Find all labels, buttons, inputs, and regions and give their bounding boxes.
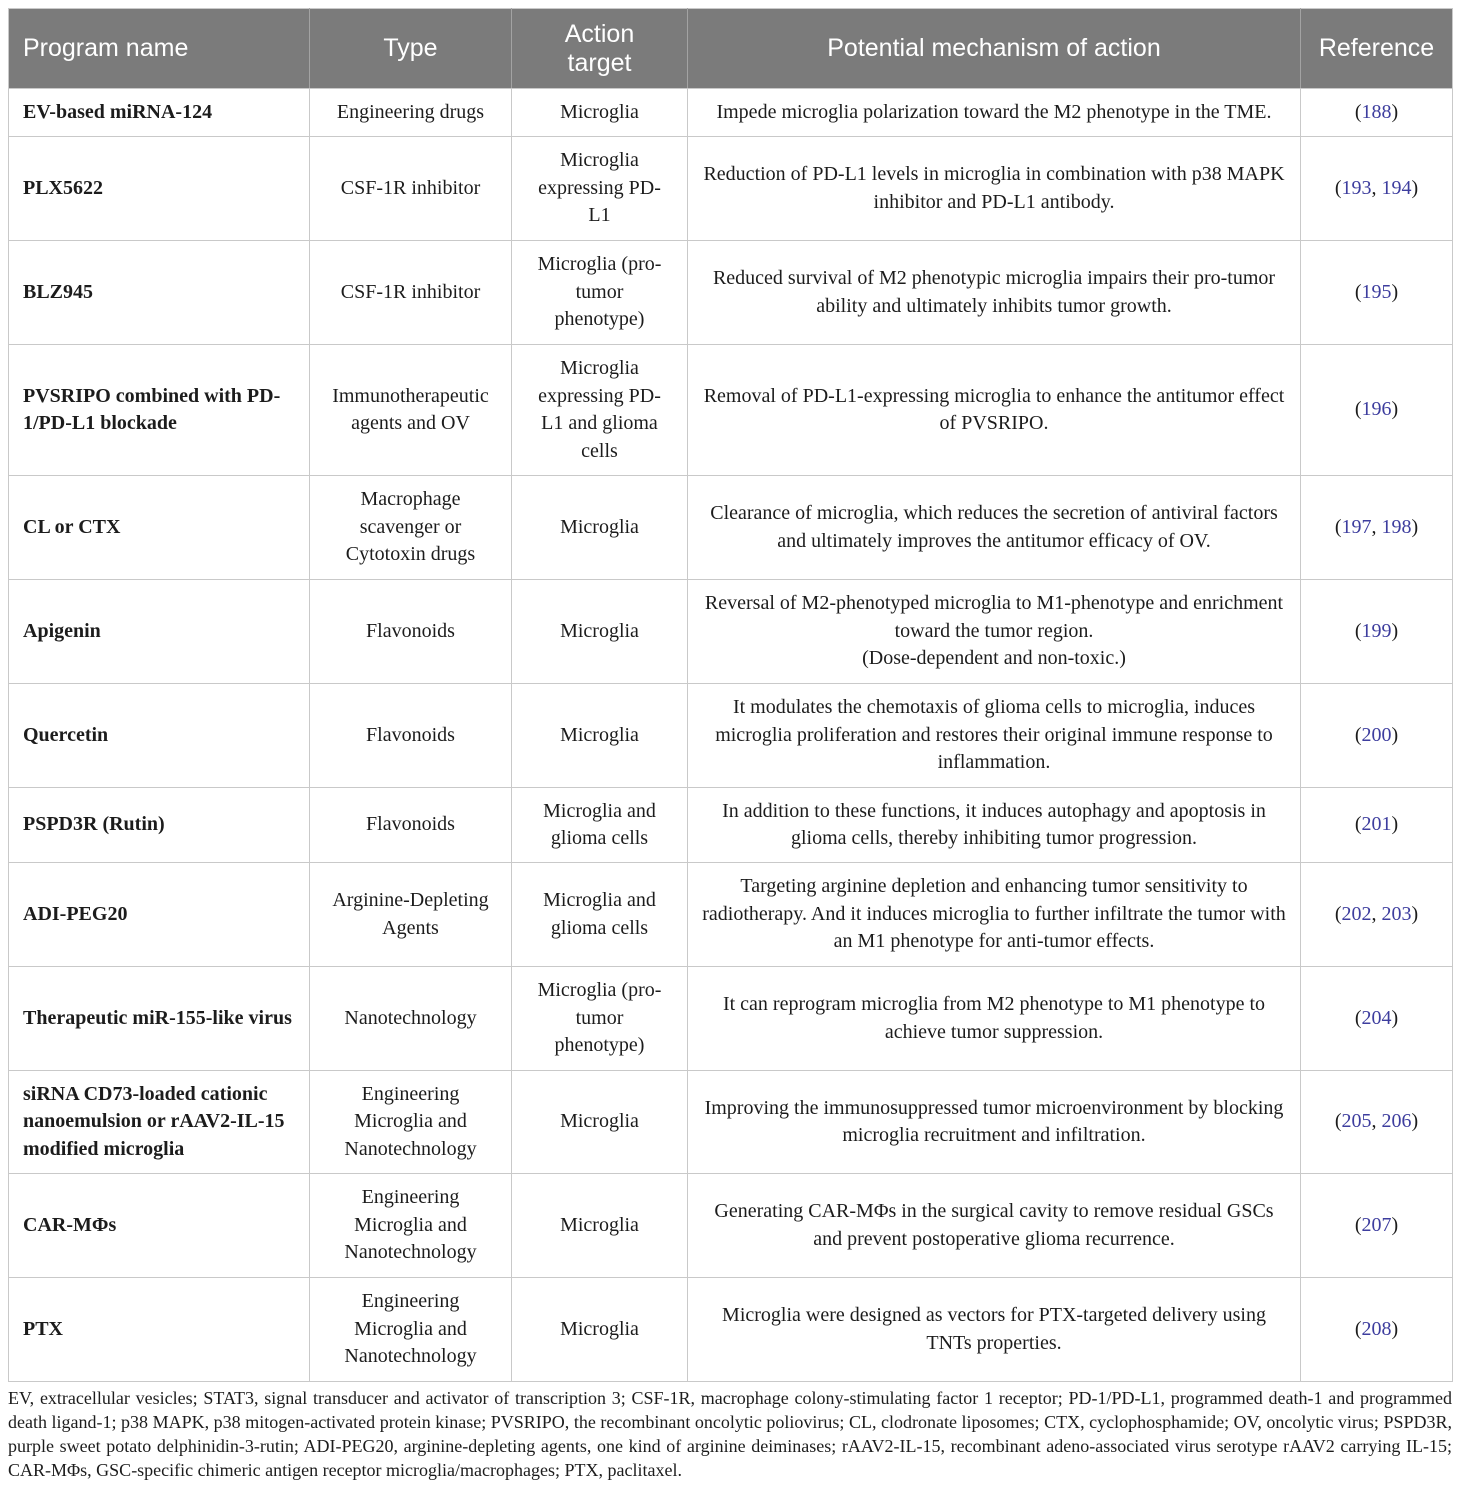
- action-target-cell: Microglia and glioma cells: [512, 788, 688, 863]
- mechanism-cell: Reduction of PD-L1 levels in microglia in combination with p38 MAPK inhibitor and PD-L1 antibody.: [688, 137, 1301, 241]
- program-name-cell: ADI-PEG20: [9, 863, 310, 967]
- action-target-cell: Microglia expressing PD-L1 and glioma cells: [512, 345, 688, 476]
- header-program-name: Program name: [9, 9, 310, 89]
- header-row: [9, 9, 1453, 89]
- reference-cell: (196): [1301, 345, 1453, 476]
- type-cell: Flavonoids: [310, 788, 512, 863]
- program-name-cell: CL or CTX: [9, 476, 310, 580]
- program-name-cell: PLX5622: [9, 137, 310, 241]
- reference-link[interactable]: 206: [1381, 1110, 1412, 1133]
- reference-link[interactable]: 202: [1341, 902, 1372, 925]
- reference-cell: (207): [1301, 1174, 1453, 1278]
- table-row: [9, 1174, 1453, 1278]
- program-name-cell: CAR-MΦs: [9, 1174, 310, 1278]
- reference-link[interactable]: 208: [1361, 1317, 1392, 1340]
- table-row: [9, 967, 1453, 1071]
- table-footnote: EV, extracellular vesicles; STAT3, signal transducer and activator of transcription 3; CSF-1R, macrophage colony-stimulating factor 1 receptor; PD-1/PD-L1, programmed death-1 and programmed death ligand-1; p38 MAPK, p38 mitogen-activated protein kinase; PVSRIPO, the recombinant oncolytic poliovirus; CL, clodronate liposomes; CTX, cyclophosphamide; OV, oncolytic virus; PSPD3R, purple sweet potato delphinidin-3-rutin; ADI-PEG20, arginine-depleting agents, one kind of arginine deiminases; rAAV2-IL-15, recombinant adeno-associated virus serotype rAAV2 carrying IL-15; CAR-MΦs, GSC-specific chimeric antigen receptor microglia/macrophages; PTX, paclitaxel.: [8, 1388, 1452, 1480]
- action-target-cell: Microglia: [512, 476, 688, 580]
- type-cell: CSF-1R inhibitor: [310, 241, 512, 345]
- action-target-cell: Microglia: [512, 1174, 688, 1278]
- reference-cell: (201): [1301, 788, 1453, 863]
- type-cell: Engineering Microglia and Nanotechnology: [310, 1071, 512, 1174]
- action-target-cell: Microglia: [512, 684, 688, 788]
- program-name-cell: EV-based miRNA-124: [9, 89, 310, 137]
- reference-link[interactable]: 194: [1381, 176, 1412, 199]
- action-target-cell: Microglia: [512, 1071, 688, 1174]
- mechanism-cell: It modulates the chemotaxis of glioma cells to microglia, induces microglia proliferation and restores their original immune response to inflammation.: [688, 684, 1301, 788]
- table-row: [9, 137, 1453, 241]
- reference-link[interactable]: 197: [1341, 515, 1372, 538]
- mechanism-cell: Clearance of microglia, which reduces the secretion of antiviral factors and ultimately improves the antitumor efficacy of OV.: [688, 476, 1301, 580]
- reference-link[interactable]: 203: [1381, 902, 1412, 925]
- header-type: Type: [310, 9, 512, 89]
- type-cell: Engineering Microglia and Nanotechnology: [310, 1278, 512, 1382]
- action-target-cell: Microglia (pro-tumor phenotype): [512, 967, 688, 1071]
- program-name-cell: Therapeutic miR-155-like virus: [9, 967, 310, 1071]
- mechanism-cell: Microglia were designed as vectors for PTX-targeted delivery using TNTs properties.: [688, 1278, 1301, 1382]
- table-row: [9, 580, 1453, 684]
- program-name-cell: PVSRIPO combined with PD-1/PD-L1 blockade: [9, 345, 310, 476]
- type-cell: Arginine-Depleting Agents: [310, 863, 512, 967]
- table-body: [9, 89, 1453, 1382]
- action-target-cell: Microglia and glioma cells: [512, 863, 688, 967]
- program-name-cell: PTX: [9, 1278, 310, 1382]
- table-row: [9, 684, 1453, 788]
- type-cell: Immunotherapeutic agents and OV: [310, 345, 512, 476]
- mechanism-cell: Reduced survival of M2 phenotypic microglia impairs their pro-tumor ability and ultimately inhibits tumor growth.: [688, 241, 1301, 345]
- mechanism-cell: Improving the immunosuppressed tumor microenvironment by blocking microglia recruitment and infiltration.: [688, 1071, 1301, 1174]
- reference-link[interactable]: 201: [1361, 813, 1392, 836]
- table-row: [9, 89, 1453, 137]
- reference-link[interactable]: 188: [1361, 100, 1392, 123]
- mechanism-cell: It can reprogram microglia from M2 phenotype to M1 phenotype to achieve tumor suppression.: [688, 967, 1301, 1071]
- reference-link[interactable]: 195: [1361, 280, 1392, 303]
- program-name-cell: Quercetin: [9, 684, 310, 788]
- table-header: [9, 9, 1453, 89]
- table-row: [9, 863, 1453, 967]
- reference-link[interactable]: 198: [1381, 515, 1412, 538]
- action-target-cell: Microglia: [512, 1278, 688, 1382]
- reference-link[interactable]: 205: [1341, 1110, 1372, 1133]
- type-cell: Nanotechnology: [310, 967, 512, 1071]
- type-cell: Flavonoids: [310, 580, 512, 684]
- reference-cell: (202, 203): [1301, 863, 1453, 967]
- mechanism-cell: In addition to these functions, it induces autophagy and apoptosis in glioma cells, thereby inhibiting tumor progression.: [688, 788, 1301, 863]
- header-action-target: Action target: [512, 9, 688, 89]
- reference-cell: (205, 206): [1301, 1071, 1453, 1174]
- reference-link[interactable]: 207: [1361, 1213, 1392, 1236]
- mechanism-cell: Removal of PD-L1-expressing microglia to enhance the antitumor effect of PVSRIPO.: [688, 345, 1301, 476]
- type-cell: Flavonoids: [310, 684, 512, 788]
- header-mechanism: Potential mechanism of action: [688, 9, 1301, 89]
- table-row: [9, 1278, 1453, 1382]
- reference-cell: (195): [1301, 241, 1453, 345]
- mechanism-cell: Targeting arginine depletion and enhancing tumor sensitivity to radiotherapy. And it induces microglia to further infiltrate the tumor with an M1 phenotype for anti-tumor effects.: [688, 863, 1301, 967]
- program-name-cell: Apigenin: [9, 580, 310, 684]
- reference-cell: (200): [1301, 684, 1453, 788]
- mechanism-cell: Generating CAR-MΦs in the surgical cavity to remove residual GSCs and prevent postoperative glioma recurrence.: [688, 1174, 1301, 1278]
- program-name-cell: siRNA CD73-loaded cationic nanoemulsion or rAAV2-IL-15 modified microglia: [9, 1071, 310, 1174]
- type-cell: CSF-1R inhibitor: [310, 137, 512, 241]
- table-row: [9, 476, 1453, 580]
- reference-cell: (208): [1301, 1278, 1453, 1382]
- action-target-cell: Microglia: [512, 580, 688, 684]
- table-row: [9, 1071, 1453, 1174]
- data-table: [8, 8, 1453, 1382]
- table-row: [9, 241, 1453, 345]
- reference-link[interactable]: 199: [1361, 619, 1392, 642]
- type-cell: Engineering Microglia and Nanotechnology: [310, 1174, 512, 1278]
- action-target-cell: Microglia expressing PD-L1: [512, 137, 688, 241]
- reference-link[interactable]: 193: [1341, 176, 1372, 199]
- type-cell: Engineering drugs: [310, 89, 512, 137]
- program-name-cell: BLZ945: [9, 241, 310, 345]
- header-reference: Reference: [1301, 9, 1453, 89]
- reference-link[interactable]: 204: [1361, 1006, 1392, 1029]
- reference-link[interactable]: 196: [1361, 398, 1392, 421]
- table-row: [9, 345, 1453, 476]
- mechanism-cell: Reversal of M2-phenotyped microglia to M1-phenotype and enrichment toward the tumor region. (Dose-dependent and non-toxic.): [688, 580, 1301, 684]
- reference-cell: (193, 194): [1301, 137, 1453, 241]
- table-row: [9, 788, 1453, 863]
- reference-cell: (188): [1301, 89, 1453, 137]
- reference-cell: (199): [1301, 580, 1453, 684]
- reference-cell: (204): [1301, 967, 1453, 1071]
- action-target-cell: Microglia (pro-tumor phenotype): [512, 241, 688, 345]
- type-cell: Macrophage scavenger or Cytotoxin drugs: [310, 476, 512, 580]
- action-target-cell: Microglia: [512, 89, 688, 137]
- program-name-cell: PSPD3R (Rutin): [9, 788, 310, 863]
- reference-cell: (197, 198): [1301, 476, 1453, 580]
- mechanism-cell: Impede microglia polarization toward the M2 phenotype in the TME.: [688, 89, 1301, 137]
- reference-link[interactable]: 200: [1361, 723, 1392, 746]
